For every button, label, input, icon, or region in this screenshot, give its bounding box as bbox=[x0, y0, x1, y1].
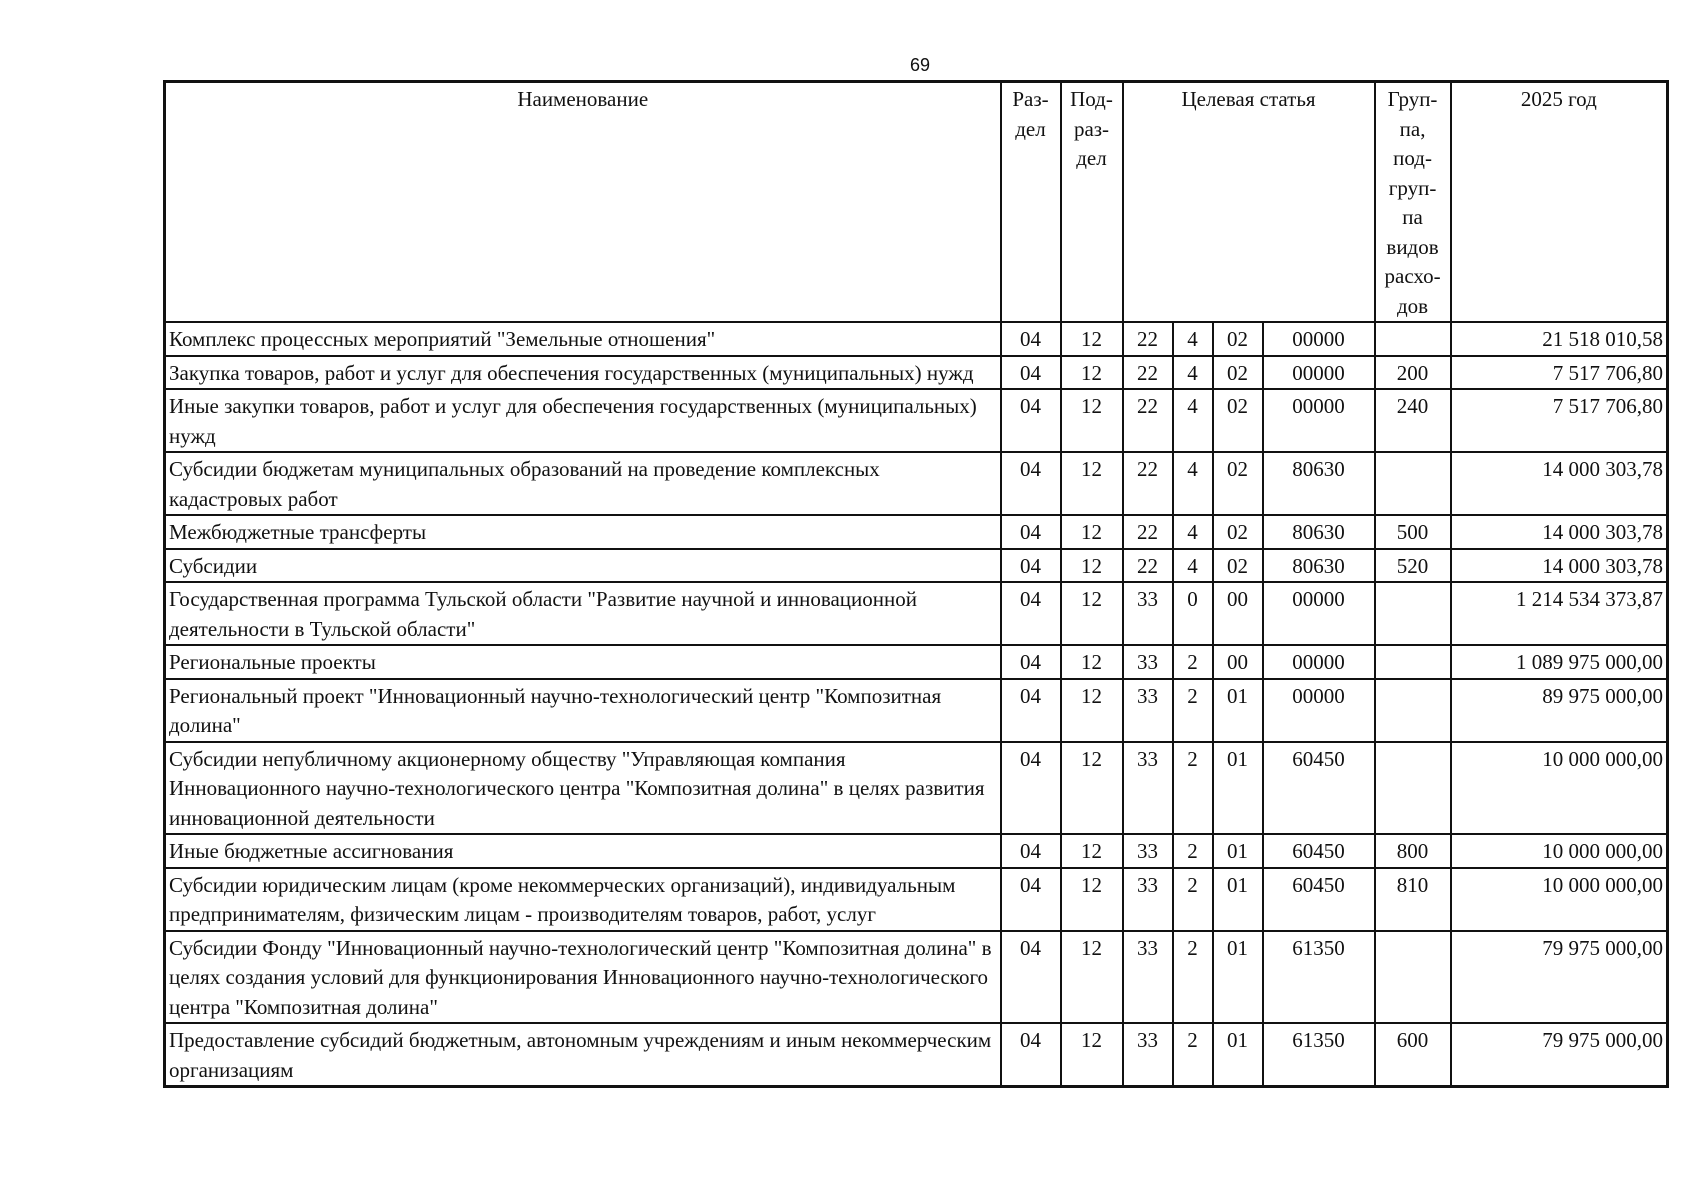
row-target-program: 33 bbox=[1123, 931, 1173, 1024]
row-expense-group: 240 bbox=[1375, 389, 1451, 452]
row-podrazdel: 12 bbox=[1061, 549, 1123, 583]
row-expense-group: 200 bbox=[1375, 356, 1451, 390]
row-target-direction: 80630 bbox=[1263, 515, 1375, 549]
row-target-program: 33 bbox=[1123, 742, 1173, 835]
row-target-direction: 00000 bbox=[1263, 356, 1375, 390]
row-name: Субсидии юридическим лицам (кроме некоммерческих организаций), индивидуальным предпринимателям, физическим лицам - производителям товаров, работ, услуг bbox=[165, 868, 1001, 931]
table-body bbox=[165, 322, 1668, 1087]
row-target-program: 22 bbox=[1123, 452, 1173, 515]
row-target-type: 2 bbox=[1173, 1023, 1213, 1087]
row-amount: 89 975 000,00 bbox=[1451, 679, 1668, 742]
table-row bbox=[165, 742, 1668, 835]
table-row bbox=[165, 679, 1668, 742]
row-podrazdel: 12 bbox=[1061, 931, 1123, 1024]
row-podrazdel: 12 bbox=[1061, 322, 1123, 356]
table-row bbox=[165, 322, 1668, 356]
row-name: Субсидии бюджетам муниципальных образований на проведение комплексных кадастровых работ bbox=[165, 452, 1001, 515]
row-expense-group bbox=[1375, 645, 1451, 679]
row-target-type: 2 bbox=[1173, 742, 1213, 835]
row-expense-group bbox=[1375, 582, 1451, 645]
table-row bbox=[165, 452, 1668, 515]
row-amount: 14 000 303,78 bbox=[1451, 452, 1668, 515]
row-amount: 10 000 000,00 bbox=[1451, 868, 1668, 931]
row-amount: 10 000 000,00 bbox=[1451, 834, 1668, 868]
row-target-program: 22 bbox=[1123, 389, 1173, 452]
row-name: Закупка товаров, работ и услуг для обеспечения государственных (муниципальных) нужд bbox=[165, 356, 1001, 390]
header-group-line: под- bbox=[1393, 146, 1432, 170]
row-target-program: 22 bbox=[1123, 322, 1173, 356]
row-amount: 14 000 303,78 bbox=[1451, 515, 1668, 549]
row-podrazdel: 12 bbox=[1061, 582, 1123, 645]
row-target-structure: 02 bbox=[1213, 389, 1263, 452]
table-row bbox=[165, 1023, 1668, 1087]
row-target-program: 22 bbox=[1123, 549, 1173, 583]
row-amount: 1 214 534 373,87 bbox=[1451, 582, 1668, 645]
row-target-type: 2 bbox=[1173, 645, 1213, 679]
row-razdel: 04 bbox=[1001, 452, 1061, 515]
header-podrazdel bbox=[1061, 82, 1123, 323]
budget-table bbox=[163, 80, 1669, 1088]
row-amount: 7 517 706,80 bbox=[1451, 356, 1668, 390]
row-name: Межбюджетные трансферты bbox=[165, 515, 1001, 549]
row-podrazdel: 12 bbox=[1061, 742, 1123, 835]
row-target-direction: 60450 bbox=[1263, 834, 1375, 868]
row-podrazdel: 12 bbox=[1061, 515, 1123, 549]
row-target-structure: 02 bbox=[1213, 549, 1263, 583]
row-target-structure: 01 bbox=[1213, 868, 1263, 931]
row-target-structure: 02 bbox=[1213, 452, 1263, 515]
row-podrazdel: 12 bbox=[1061, 1023, 1123, 1087]
row-target-direction: 00000 bbox=[1263, 582, 1375, 645]
row-target-type: 4 bbox=[1173, 356, 1213, 390]
table-row bbox=[165, 868, 1668, 931]
row-amount: 79 975 000,00 bbox=[1451, 1023, 1668, 1087]
row-podrazdel: 12 bbox=[1061, 389, 1123, 452]
row-podrazdel: 12 bbox=[1061, 834, 1123, 868]
table-row bbox=[165, 549, 1668, 583]
row-expense-group bbox=[1375, 452, 1451, 515]
row-expense-group bbox=[1375, 322, 1451, 356]
row-target-structure: 00 bbox=[1213, 645, 1263, 679]
row-name: Иные закупки товаров, работ и услуг для обеспечения государственных (муниципальных) нужд bbox=[165, 389, 1001, 452]
row-name: Государственная программа Тульской области "Развитие научной и инновационной деятельности в Тульской области" bbox=[165, 582, 1001, 645]
header-group-line: расхо- bbox=[1384, 264, 1441, 288]
row-target-structure: 01 bbox=[1213, 742, 1263, 835]
row-target-structure: 01 bbox=[1213, 1023, 1263, 1087]
header-razdel bbox=[1001, 82, 1061, 323]
row-expense-group bbox=[1375, 931, 1451, 1024]
row-target-structure: 02 bbox=[1213, 356, 1263, 390]
row-razdel: 04 bbox=[1001, 931, 1061, 1024]
row-target-direction: 80630 bbox=[1263, 452, 1375, 515]
row-target-type: 4 bbox=[1173, 452, 1213, 515]
row-razdel: 04 bbox=[1001, 356, 1061, 390]
row-target-type: 2 bbox=[1173, 679, 1213, 742]
header-group-line: видов bbox=[1386, 234, 1439, 259]
table-row bbox=[165, 834, 1668, 868]
row-target-type: 2 bbox=[1173, 834, 1213, 868]
header-target-article: Целевая статья bbox=[1123, 82, 1375, 323]
row-target-type: 4 bbox=[1173, 549, 1213, 583]
row-razdel: 04 bbox=[1001, 582, 1061, 645]
table-row bbox=[165, 931, 1668, 1024]
header-group-line: Груп- bbox=[1387, 87, 1438, 111]
header-group-line: па, bbox=[1399, 116, 1426, 141]
page-number: 69 bbox=[909, 55, 931, 75]
row-target-direction: 00000 bbox=[1263, 322, 1375, 356]
row-amount: 1 089 975 000,00 bbox=[1451, 645, 1668, 679]
row-target-program: 33 bbox=[1123, 868, 1173, 931]
header-name: Наименование bbox=[165, 82, 1001, 323]
row-razdel: 04 bbox=[1001, 515, 1061, 549]
row-target-structure: 01 bbox=[1213, 834, 1263, 868]
table-row bbox=[165, 645, 1668, 679]
row-podrazdel: 12 bbox=[1061, 868, 1123, 931]
row-target-program: 33 bbox=[1123, 1023, 1173, 1087]
row-amount: 7 517 706,80 bbox=[1451, 389, 1668, 452]
row-target-program: 22 bbox=[1123, 356, 1173, 390]
row-target-structure: 01 bbox=[1213, 679, 1263, 742]
row-target-type: 0 bbox=[1173, 582, 1213, 645]
row-target-structure: 00 bbox=[1213, 582, 1263, 645]
row-target-program: 33 bbox=[1123, 645, 1173, 679]
row-expense-group: 810 bbox=[1375, 868, 1451, 931]
row-expense-group bbox=[1375, 742, 1451, 835]
row-target-type: 4 bbox=[1173, 389, 1213, 452]
row-name: Региональный проект "Инновационный научно-технологический центр "Композитная долина" bbox=[165, 679, 1001, 742]
row-target-type: 2 bbox=[1173, 931, 1213, 1024]
row-name: Субсидии непубличному акционерному обществу "Управляющая компания Инновационного научно-технологического центра "Композитная долина" в целях развития инновационной деятельности bbox=[165, 742, 1001, 835]
row-name: Субсидии bbox=[165, 549, 1001, 583]
row-podrazdel: 12 bbox=[1061, 645, 1123, 679]
row-target-direction: 00000 bbox=[1263, 389, 1375, 452]
row-amount: 21 518 010,58 bbox=[1451, 322, 1668, 356]
row-target-direction: 80630 bbox=[1263, 549, 1375, 583]
row-razdel: 04 bbox=[1001, 742, 1061, 835]
row-razdel: 04 bbox=[1001, 549, 1061, 583]
row-target-program: 33 bbox=[1123, 834, 1173, 868]
header-year: 2025 год bbox=[1451, 82, 1668, 323]
header-razdel-line: Раз- bbox=[1012, 87, 1049, 111]
row-target-type: 2 bbox=[1173, 868, 1213, 931]
row-name: Региональные проекты bbox=[165, 645, 1001, 679]
row-razdel: 04 bbox=[1001, 679, 1061, 742]
row-target-structure: 02 bbox=[1213, 515, 1263, 549]
table-header bbox=[165, 82, 1668, 323]
row-razdel: 04 bbox=[1001, 645, 1061, 679]
row-amount: 14 000 303,78 bbox=[1451, 549, 1668, 583]
row-razdel: 04 bbox=[1001, 1023, 1061, 1087]
row-target-direction: 61350 bbox=[1263, 1023, 1375, 1087]
row-name: Иные бюджетные ассигнования bbox=[165, 834, 1001, 868]
table-row bbox=[165, 389, 1668, 452]
row-razdel: 04 bbox=[1001, 322, 1061, 356]
row-expense-group: 800 bbox=[1375, 834, 1451, 868]
row-name: Предоставление субсидий бюджетным, автономным учреждениям и иным некоммерческим организациям bbox=[165, 1023, 1001, 1087]
header-group-line: па bbox=[1402, 205, 1423, 229]
header-group-line: дов bbox=[1396, 293, 1429, 318]
header-podrazdel-line: Под- bbox=[1070, 87, 1113, 111]
row-target-structure: 01 bbox=[1213, 931, 1263, 1024]
row-target-program: 22 bbox=[1123, 515, 1173, 549]
row-expense-group bbox=[1375, 679, 1451, 742]
row-podrazdel: 12 bbox=[1061, 356, 1123, 390]
row-expense-group: 500 bbox=[1375, 515, 1451, 549]
row-amount: 10 000 000,00 bbox=[1451, 742, 1668, 835]
row-expense-group: 600 bbox=[1375, 1023, 1451, 1087]
row-target-direction: 61350 bbox=[1263, 931, 1375, 1024]
row-target-type: 4 bbox=[1173, 322, 1213, 356]
header-razdel-line: дел bbox=[1015, 116, 1046, 141]
row-target-type: 4 bbox=[1173, 515, 1213, 549]
header-podrazdel-line: раз- bbox=[1073, 116, 1110, 141]
row-podrazdel: 12 bbox=[1061, 679, 1123, 742]
table-row bbox=[165, 582, 1668, 645]
row-target-structure: 02 bbox=[1213, 322, 1263, 356]
row-razdel: 04 bbox=[1001, 868, 1061, 931]
row-name: Комплекс процессных мероприятий "Земельные отношения" bbox=[165, 322, 1001, 356]
row-razdel: 04 bbox=[1001, 389, 1061, 452]
row-name: Субсидии Фонду "Инновационный научно-технологический центр "Композитная долина" в целях создания условий для функционирования Инновационного научно-технологического центра "Композитная долина" bbox=[165, 931, 1001, 1024]
row-amount: 79 975 000,00 bbox=[1451, 931, 1668, 1024]
row-target-direction: 00000 bbox=[1263, 645, 1375, 679]
header-group-line: груп- bbox=[1388, 175, 1437, 200]
row-podrazdel: 12 bbox=[1061, 452, 1123, 515]
row-target-program: 33 bbox=[1123, 582, 1173, 645]
table-row bbox=[165, 515, 1668, 549]
header-expense-group bbox=[1375, 82, 1451, 323]
row-target-program: 33 bbox=[1123, 679, 1173, 742]
row-target-direction: 60450 bbox=[1263, 742, 1375, 835]
table-row bbox=[165, 356, 1668, 390]
header-podrazdel-line: дел bbox=[1076, 146, 1107, 170]
row-target-direction: 00000 bbox=[1263, 679, 1375, 742]
row-expense-group: 520 bbox=[1375, 549, 1451, 583]
row-razdel: 04 bbox=[1001, 834, 1061, 868]
row-target-direction: 60450 bbox=[1263, 868, 1375, 931]
